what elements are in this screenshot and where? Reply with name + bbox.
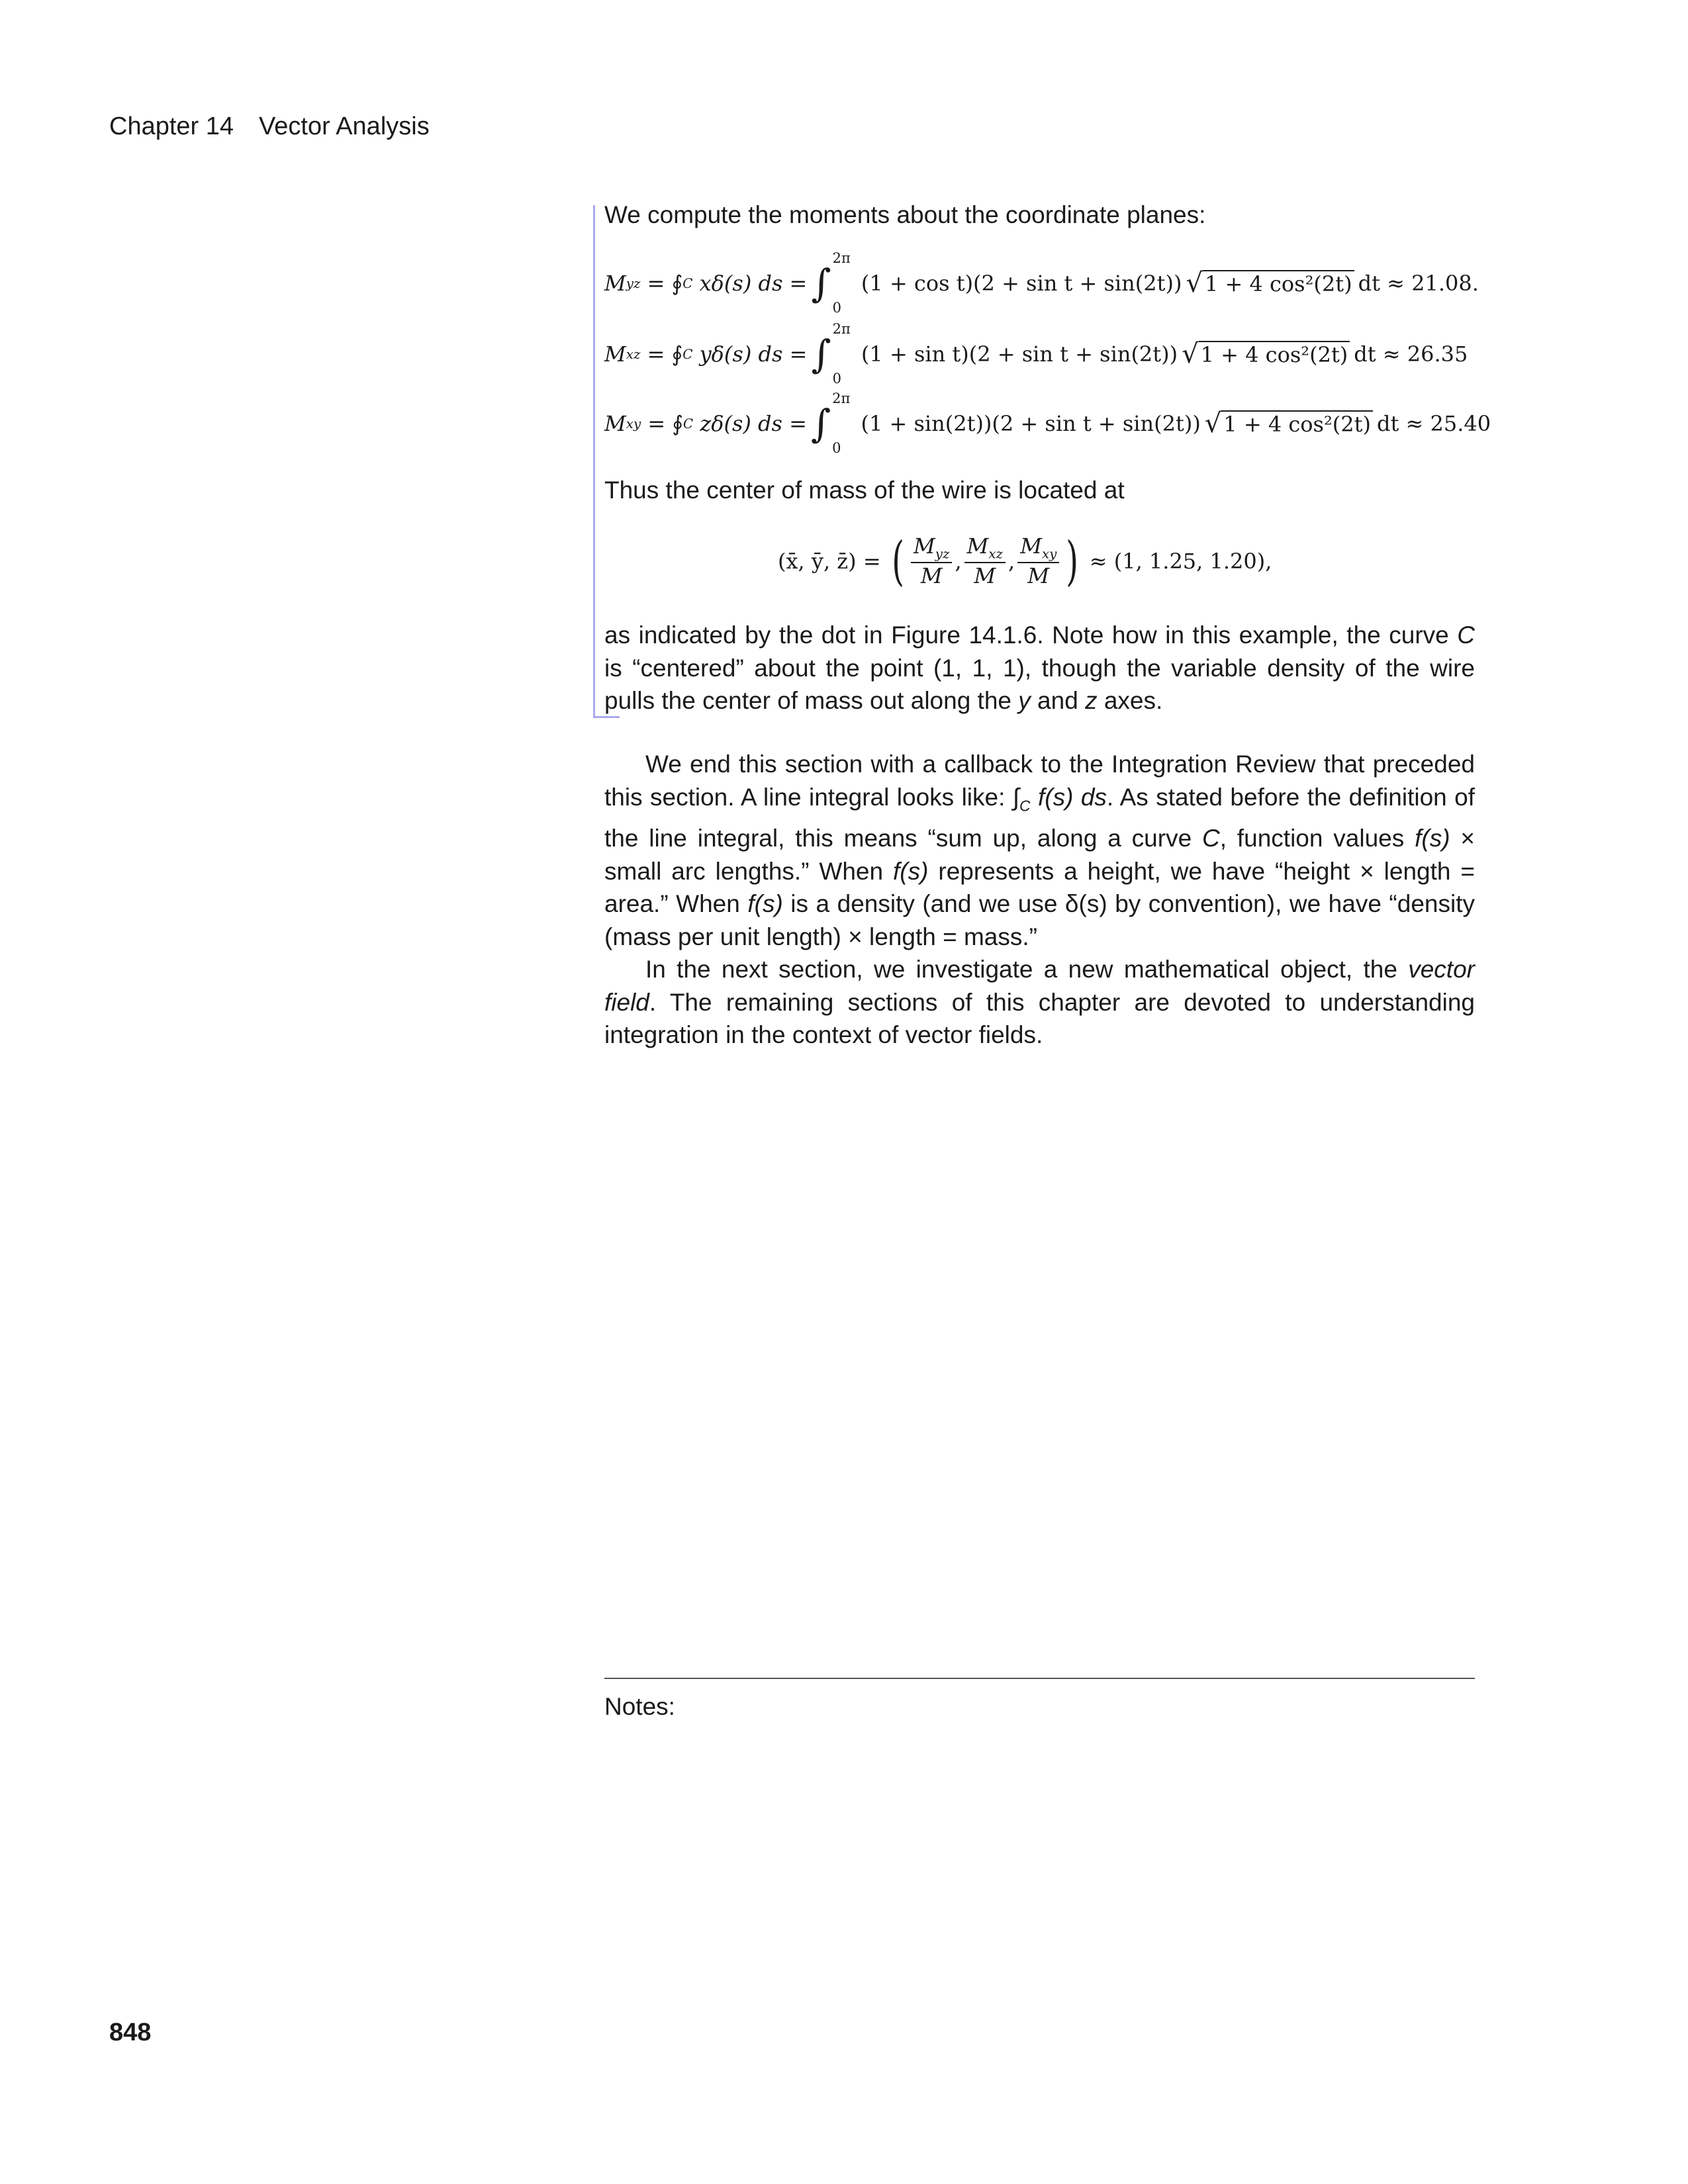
moment-symbol: M	[604, 411, 626, 436]
text: is “centered” about the point (1, 1, 1), though the variable density of the wire pulls the center of mass out along the	[604, 654, 1475, 714]
denominator: M	[974, 563, 996, 588]
sqrt-icon: √	[1186, 268, 1203, 299]
moment-sub: yz	[626, 275, 641, 291]
integral-sign-icon: ∫	[1012, 783, 1019, 811]
path-label: C	[1019, 796, 1031, 814]
path-label: C	[682, 275, 693, 291]
integrand-factor: (1 + sin t)(2 + sin t + sin(2t))	[861, 341, 1178, 367]
upper-limit: 2π	[832, 250, 851, 266]
definite-integral	[811, 390, 850, 457]
numerator-sub: xz	[988, 546, 1004, 562]
integrand: xδ(s) ds =	[699, 271, 808, 296]
fraction	[1017, 533, 1059, 589]
math-var: C	[1457, 621, 1475, 649]
paragraph-figure-note	[604, 619, 1475, 717]
math-expr: f(s)	[747, 890, 783, 918]
moment-result: dt ≈ 21.08.	[1358, 271, 1479, 296]
text: , function values	[1219, 825, 1415, 852]
math-expr: f(s) ds	[1037, 783, 1107, 811]
fraction	[964, 533, 1006, 589]
center-of-mass-equation: (x̄, ȳ, z̄) = ( $\frac{M_{yz}}{M}$ , $\frac{M_{xz}}{M}$ , $\frac{M_{xy}}{M}$ ) ≈ (1, 1.25, 1.20),	[778, 529, 1272, 592]
upper-limit: 2π	[832, 390, 851, 406]
text: is a density (and we use δ(s) by convention), we have “density (mass per unit length) × length = mass.”	[604, 890, 1475, 950]
integral-sign-icon: ∫	[811, 261, 831, 306]
notes-label: Notes:	[604, 1693, 675, 1720]
numerator-sub: yz	[935, 546, 950, 562]
text: We end this section with a callback to the Integration Review that preceded this section. A line integral looks like:	[604, 751, 1475, 811]
moment-result: dt ≈ 26.35	[1354, 341, 1468, 367]
integrand-factor: (1 + cos t)(2 + sin t + sin(2t))	[861, 271, 1182, 296]
integrand-factor: (1 + sin(2t))(2 + sin t + sin(2t))	[861, 411, 1201, 436]
moment-symbol: M	[604, 271, 626, 296]
sqrt-icon: √	[1182, 339, 1199, 370]
running-header	[109, 113, 430, 141]
text: . The remaining sections of this chapter are devoted to understanding integration in the context of vector fields.	[604, 988, 1475, 1049]
lower-limit: 0	[832, 440, 841, 456]
sqrt-icon: √	[1204, 408, 1222, 439]
numerator-sub: xy	[1041, 546, 1057, 562]
text: axes.	[1097, 687, 1163, 714]
path-label: C	[682, 416, 694, 432]
upper-limit: 2π	[832, 321, 851, 337]
moment-result: dt ≈ 25.40	[1376, 411, 1491, 436]
text: . As stated before the definition of the line integral, this means “sum up, along a curve	[604, 783, 1476, 852]
math-var: z	[1085, 687, 1098, 714]
right-paren-icon: )	[1066, 529, 1079, 592]
moment-equation-xy	[604, 390, 1491, 457]
path-label: C	[682, 346, 693, 362]
notes-divider	[604, 1678, 1475, 1679]
radicand: 1 + 4 cos²(2t)	[1199, 341, 1350, 367]
denominator: M	[920, 563, 943, 588]
definite-integral	[811, 321, 850, 387]
page-number: 848	[109, 2019, 152, 2046]
text: × small arc lengths.” When	[604, 825, 1476, 885]
text: In the next section, we investigate a new mathematical object, the	[645, 956, 1409, 983]
example-margin-bar	[593, 205, 595, 718]
text: and	[1030, 687, 1086, 714]
math-expr: f(s)	[1415, 825, 1450, 852]
radicand: 1 + 4 cos²(2t)	[1203, 270, 1354, 296]
contour-integral: = ∮	[647, 341, 683, 367]
integrand: yδ(s) ds =	[699, 341, 808, 367]
text: as indicated by the dot in Figure 14.1.6. Note how in this example, the curve	[604, 621, 1458, 649]
paragraph-callback	[604, 748, 1475, 1052]
integrand: zδ(s) ds =	[700, 411, 807, 436]
numerator: M	[1020, 533, 1042, 559]
center-lhs: (x̄, ȳ, z̄) =	[778, 548, 881, 574]
contour-integral: = ∮	[647, 411, 683, 436]
moment-equation-yz	[604, 250, 1479, 316]
integral-sign-icon: ∫	[811, 332, 831, 377]
radicand: 1 + 4 cos²(2t)	[1221, 410, 1373, 437]
integral-sign-icon: ∫	[810, 401, 831, 446]
math-var: y	[1018, 687, 1031, 714]
text: represents a height, we have “height × length = area.” When	[604, 857, 1475, 918]
moment-symbol: M	[604, 341, 626, 367]
numerator: M	[966, 533, 989, 559]
math-var: C	[1202, 825, 1220, 852]
thus-text: Thus the center of mass of the wire is located at	[604, 477, 1125, 504]
definite-integral	[811, 250, 850, 316]
contour-integral: = ∮	[647, 271, 683, 296]
denominator: M	[1027, 563, 1050, 588]
chapter-title: Vector Analysis	[259, 113, 430, 140]
emphasis: vector field	[604, 956, 1475, 1016]
chapter-number: Chapter 14	[109, 113, 234, 140]
lower-limit: 0	[832, 371, 841, 387]
numerator: M	[914, 533, 935, 559]
center-result: ≈ (1, 1.25, 1.20),	[1089, 548, 1272, 574]
moment-sub: xz	[626, 346, 641, 362]
fraction	[911, 533, 952, 589]
left-paren-icon: (	[892, 529, 904, 592]
intro-text: We compute the moments about the coordinate planes:	[604, 201, 1206, 228]
math-expr: f(s)	[893, 857, 929, 885]
lower-limit: 0	[832, 300, 841, 316]
moment-equation-xz	[604, 321, 1468, 387]
moment-sub: xy	[626, 416, 641, 432]
